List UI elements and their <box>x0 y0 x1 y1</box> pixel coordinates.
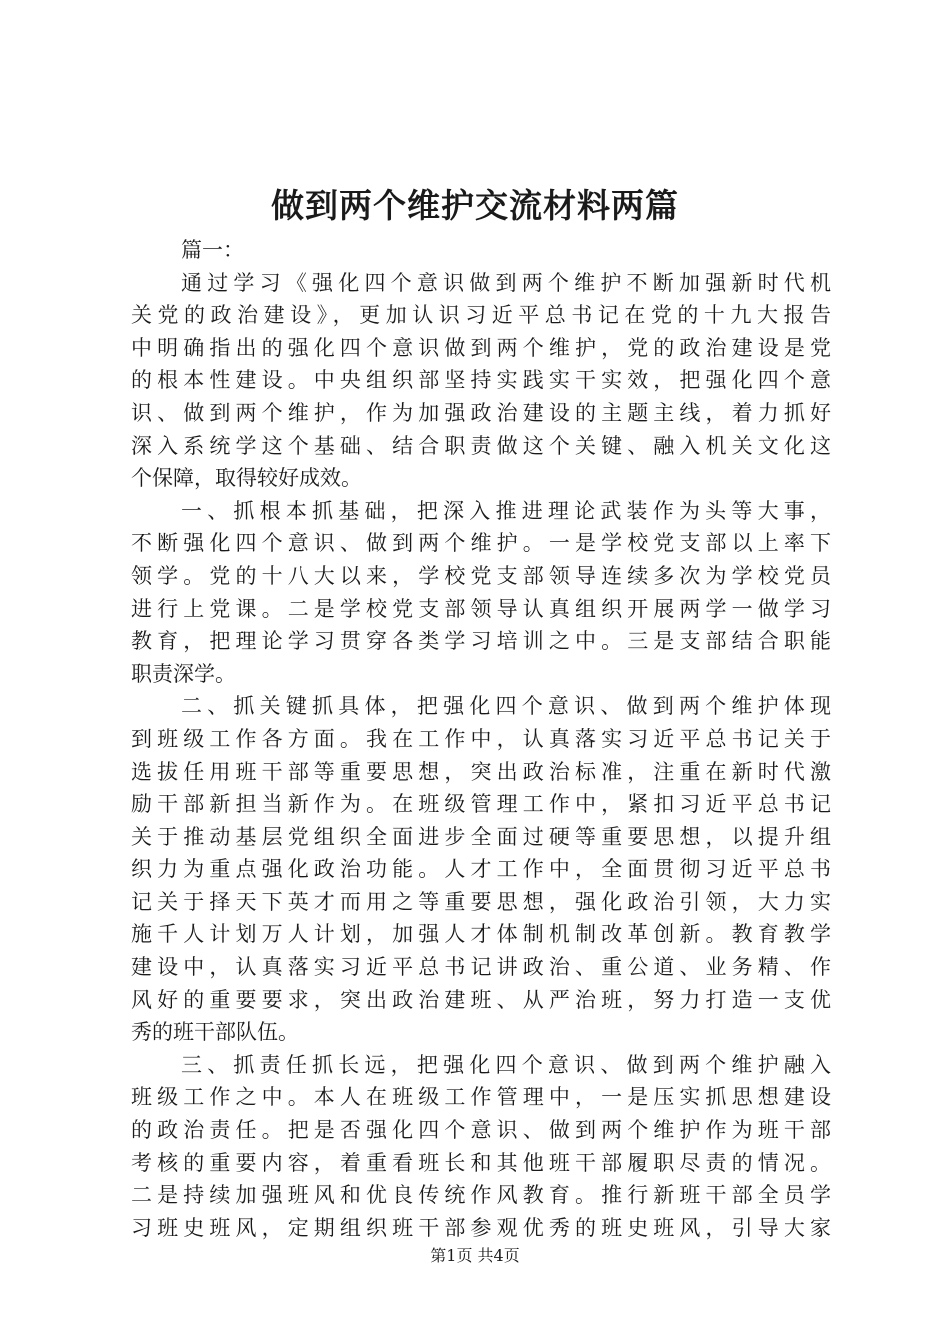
body-line: 三、抓责任抓长远，把强化四个意识、做到两个维护融入 <box>181 1052 831 1077</box>
body-line: 励干部新担当新作为。在班级管理工作中，紧扣习近平总书记 <box>131 792 831 817</box>
body-line: 关于推动基层党组织全面进步全面过硬等重要思想，以提升组 <box>131 824 831 849</box>
body-line: 织力为重点强化政治功能。人才工作中，全面贯彻习近平总书 <box>131 857 831 882</box>
body-line: 建设中，认真落实习近平总书记讲政治、重公道、业务精、作 <box>131 955 831 980</box>
body-line: 习班史班风，定期组织班干部参观优秀的班史班风，引导大家 <box>131 1215 831 1240</box>
body-line: 教育，把理论学习贯穿各类学习培训之中。三是支部结合职能 <box>131 629 831 654</box>
document-title: 做到两个维护交流材料两篇 <box>271 186 679 225</box>
body-line: 领学。党的十八大以来，学校党支部领导连续多次为学校党员 <box>131 563 831 588</box>
body-line: 二、抓关键抓具体，把强化四个意识、做到两个维护体现 <box>181 694 831 719</box>
body-line: 考核的重要内容，着重看班长和其他班干部履职尽责的情况。 <box>131 1150 831 1175</box>
body-line: 通过学习《强化四个意识做到两个维护不断加强新时代机 <box>181 270 831 295</box>
body-line: 风好的重要要求，突出政治建班、从严治班，努力打造一支优 <box>131 987 831 1012</box>
document-body <box>131 234 831 1244</box>
body-line: 中明确指出的强化四个意识做到两个维护，党的政治建设是党 <box>131 335 831 360</box>
body-line: 的根本性建设。中央组织部坚持实践实干实效，把强化四个意 <box>131 368 831 393</box>
body-line: 的政治责任。把是否强化四个意识、做到两个维护作为班干部 <box>131 1118 831 1143</box>
body-line: 到班级工作各方面。我在工作中，认真落实习近平总书记关于 <box>131 726 831 751</box>
body-line: 施千人计划万人计划，加强人才体制机制改革创新。教育教学 <box>131 922 831 947</box>
page-indicator: 第1页 共4页 <box>430 1246 520 1265</box>
body-line: 识、做到两个维护，作为加强政治建设的主题主线，着力抓好 <box>131 400 831 425</box>
body-line: 深入系统学这个基础、结合职责做这个关键、融入机关文化这 <box>131 433 831 458</box>
body-line: 二是持续加强班风和优良传统作风教育。推行新班干部全员学 <box>131 1183 831 1208</box>
body-line: 记关于择天下英才而用之等重要思想，强化政治引领，大力实 <box>131 889 831 914</box>
body-line: 不断强化四个意识、做到两个维护。一是学校党支部以上率下 <box>131 531 831 556</box>
body-line: 选拔任用班干部等重要思想，突出政治标准，注重在新时代激 <box>131 759 831 784</box>
body-line: 班级工作之中。本人在班级工作管理中，一是压实抓思想建设 <box>131 1085 831 1110</box>
body-line: 秀的班干部队伍。 <box>131 1020 299 1045</box>
body-line: 篇一： <box>181 238 244 262</box>
body-line: 关党的政治建设》，更加认识习近平总书记在党的十九大报告 <box>131 303 831 328</box>
body-line: 个保障，取得较好成效。 <box>131 466 362 491</box>
body-line: 一、抓根本抓基础，把深入推进理论武装作为头等大事， <box>181 498 831 523</box>
body-line: 职责深学。 <box>131 661 236 686</box>
body-line: 进行上党课。二是学校党支部领导认真组织开展两学一做学习 <box>131 596 831 621</box>
